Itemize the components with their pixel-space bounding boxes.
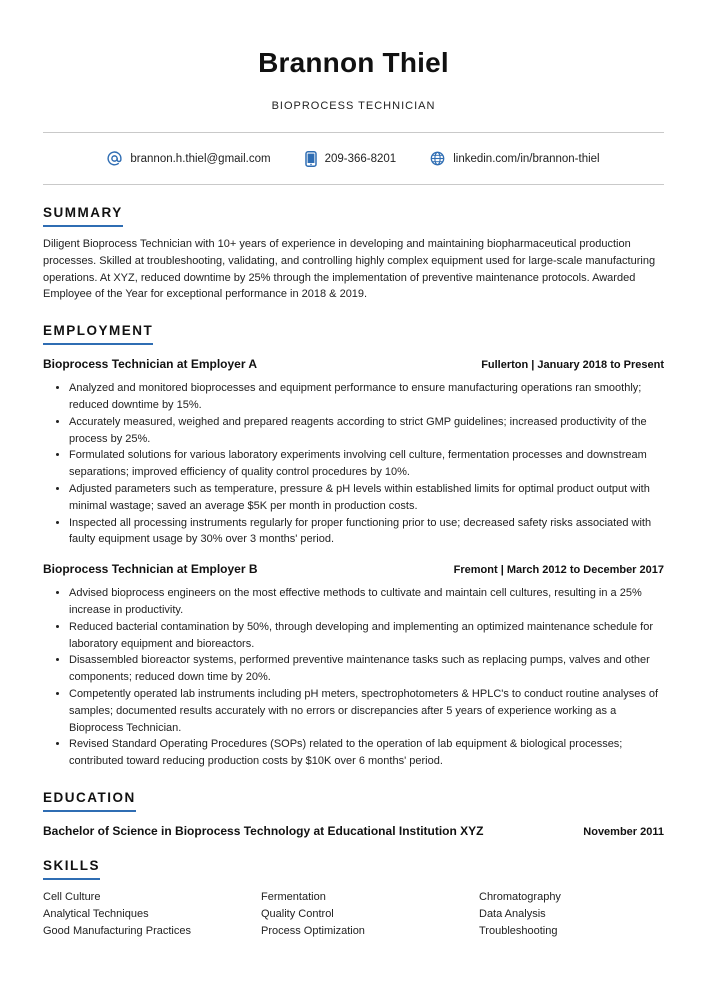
job-bullet: • Accurately measured, weighed and prepared reagents according to strict GMP guidelines; increased productivity of the process by 25%. — [69, 414, 664, 448]
skills-heading: SKILLS — [43, 858, 100, 880]
job-bullets — [43, 380, 664, 548]
skill-item: Quality Control — [261, 907, 334, 920]
skills-grid — [43, 889, 664, 939]
contact-bar — [43, 132, 664, 185]
linkedin-text: linkedin.com/in/brannon-thiel — [453, 152, 600, 165]
job-role: Bioprocess Technician at Employer A — [43, 357, 258, 372]
employment-heading: EMPLOYMENT — [43, 323, 153, 345]
job-bullet: • Adjusted parameters such as temperature, pressure & pH levels within established limits for optimal product output with minimal wastage; saved an average $5K per month in production costs. — [69, 481, 664, 515]
contact-phone[interactable] — [305, 151, 397, 167]
job-bullet: • Inspected all processing instruments regularly for proper functioning prior to use; decreased safety risks associated with faulty equipment usage by 30% over 3 months' period. — [69, 515, 664, 549]
contact-linkedin[interactable] — [430, 151, 599, 166]
skill-item: Chromatography — [479, 890, 561, 903]
education-section — [43, 789, 664, 838]
skill-item: Analytical Techniques — [43, 907, 149, 920]
phone-text: 209-366-8201 — [324, 152, 397, 165]
job-bullet: • Disassembled bioreactor systems, performed preventive maintenance tasks such as replacing pumps, valves and other components; reduced down time by 20%. — [69, 652, 664, 686]
email-text: brannon.h.thiel@gmail.com — [130, 152, 271, 165]
summary-heading: SUMMARY — [43, 205, 123, 227]
skill-item: Troubleshooting — [479, 924, 558, 937]
employment-section — [43, 322, 664, 770]
job-bullets — [43, 585, 664, 770]
job-bullet: • Competently operated lab instruments including pH meters, spectrophotometers & HPLC's to conduct routine analyses of samples; documented results accurately with no errors or discrepancies after 5 years of experience working as a Bioprocess Technician. — [69, 686, 664, 736]
job-bullet: • Revised Standard Operating Procedures (SOPs) related to the operation of lab equipment & biological processes; contributed toward reducing production costs by $10K over 6 months' period. — [69, 736, 664, 770]
skills-section — [43, 857, 664, 939]
phone-icon — [305, 151, 317, 167]
globe-icon — [430, 151, 445, 166]
graduation-date: November 2011 — [583, 825, 664, 838]
job-location-dates: Fremont | March 2012 to December 2017 — [453, 564, 664, 577]
candidate-name: Brannon Thiel — [258, 47, 449, 78]
candidate-title: BIOPROCESS TECHNICIAN — [271, 100, 436, 112]
job-entry — [43, 357, 664, 548]
education-heading: EDUCATION — [43, 790, 136, 812]
skill-item: Process Optimization — [261, 924, 365, 937]
job-bullet: • Formulated solutions for various laboratory experiments involving cell culture, fermentation processes and downstream separations; improved efficiency of quality control procedures by 10%. — [69, 447, 664, 481]
at-sign-icon — [107, 151, 122, 166]
job-role: Bioprocess Technician at Employer B — [43, 562, 258, 577]
skill-item: Good Manufacturing Practices — [43, 924, 191, 937]
skill-item: Cell Culture — [43, 890, 101, 903]
contact-email[interactable] — [107, 151, 270, 166]
summary-section — [43, 204, 664, 303]
job-bullet: • Analyzed and monitored bioprocesses and equipment performance to ensure manufacturing operations ran smoothly; reduced downtime by 15%. — [69, 380, 664, 414]
job-entry — [43, 562, 664, 770]
degree-title: Bachelor of Science in Bioprocess Technology at Educational Institution XYZ — [43, 823, 484, 838]
summary-text: Diligent Bioprocess Technician with 10+ years of experience in developing and maintaining biopharmaceutical production processes. Skilled at troubleshooting, validating, and controlling highly complex equipment used for large-scale manufacturing operations. At XYZ, reduced downtime by 25% through the implementation of preventive maintenance protocols. Awarded Employee of the Year for exceptional performance in 2018 & 2019. — [43, 238, 656, 301]
skill-item: Data Analysis — [479, 907, 546, 920]
skill-item: Fermentation — [261, 890, 326, 903]
job-bullet: • Advised bioprocess engineers on the most effective methods to cultivate and maintain cell cultures, resulting in a 25% increase in productivity. — [69, 585, 664, 619]
job-location-dates: Fullerton | January 2018 to Present — [481, 359, 664, 372]
job-bullet: • Reduced bacterial contamination by 50%, through developing and implementing an optimized maintenance schedule for laboratory equipment and bioreactors. — [69, 619, 664, 653]
